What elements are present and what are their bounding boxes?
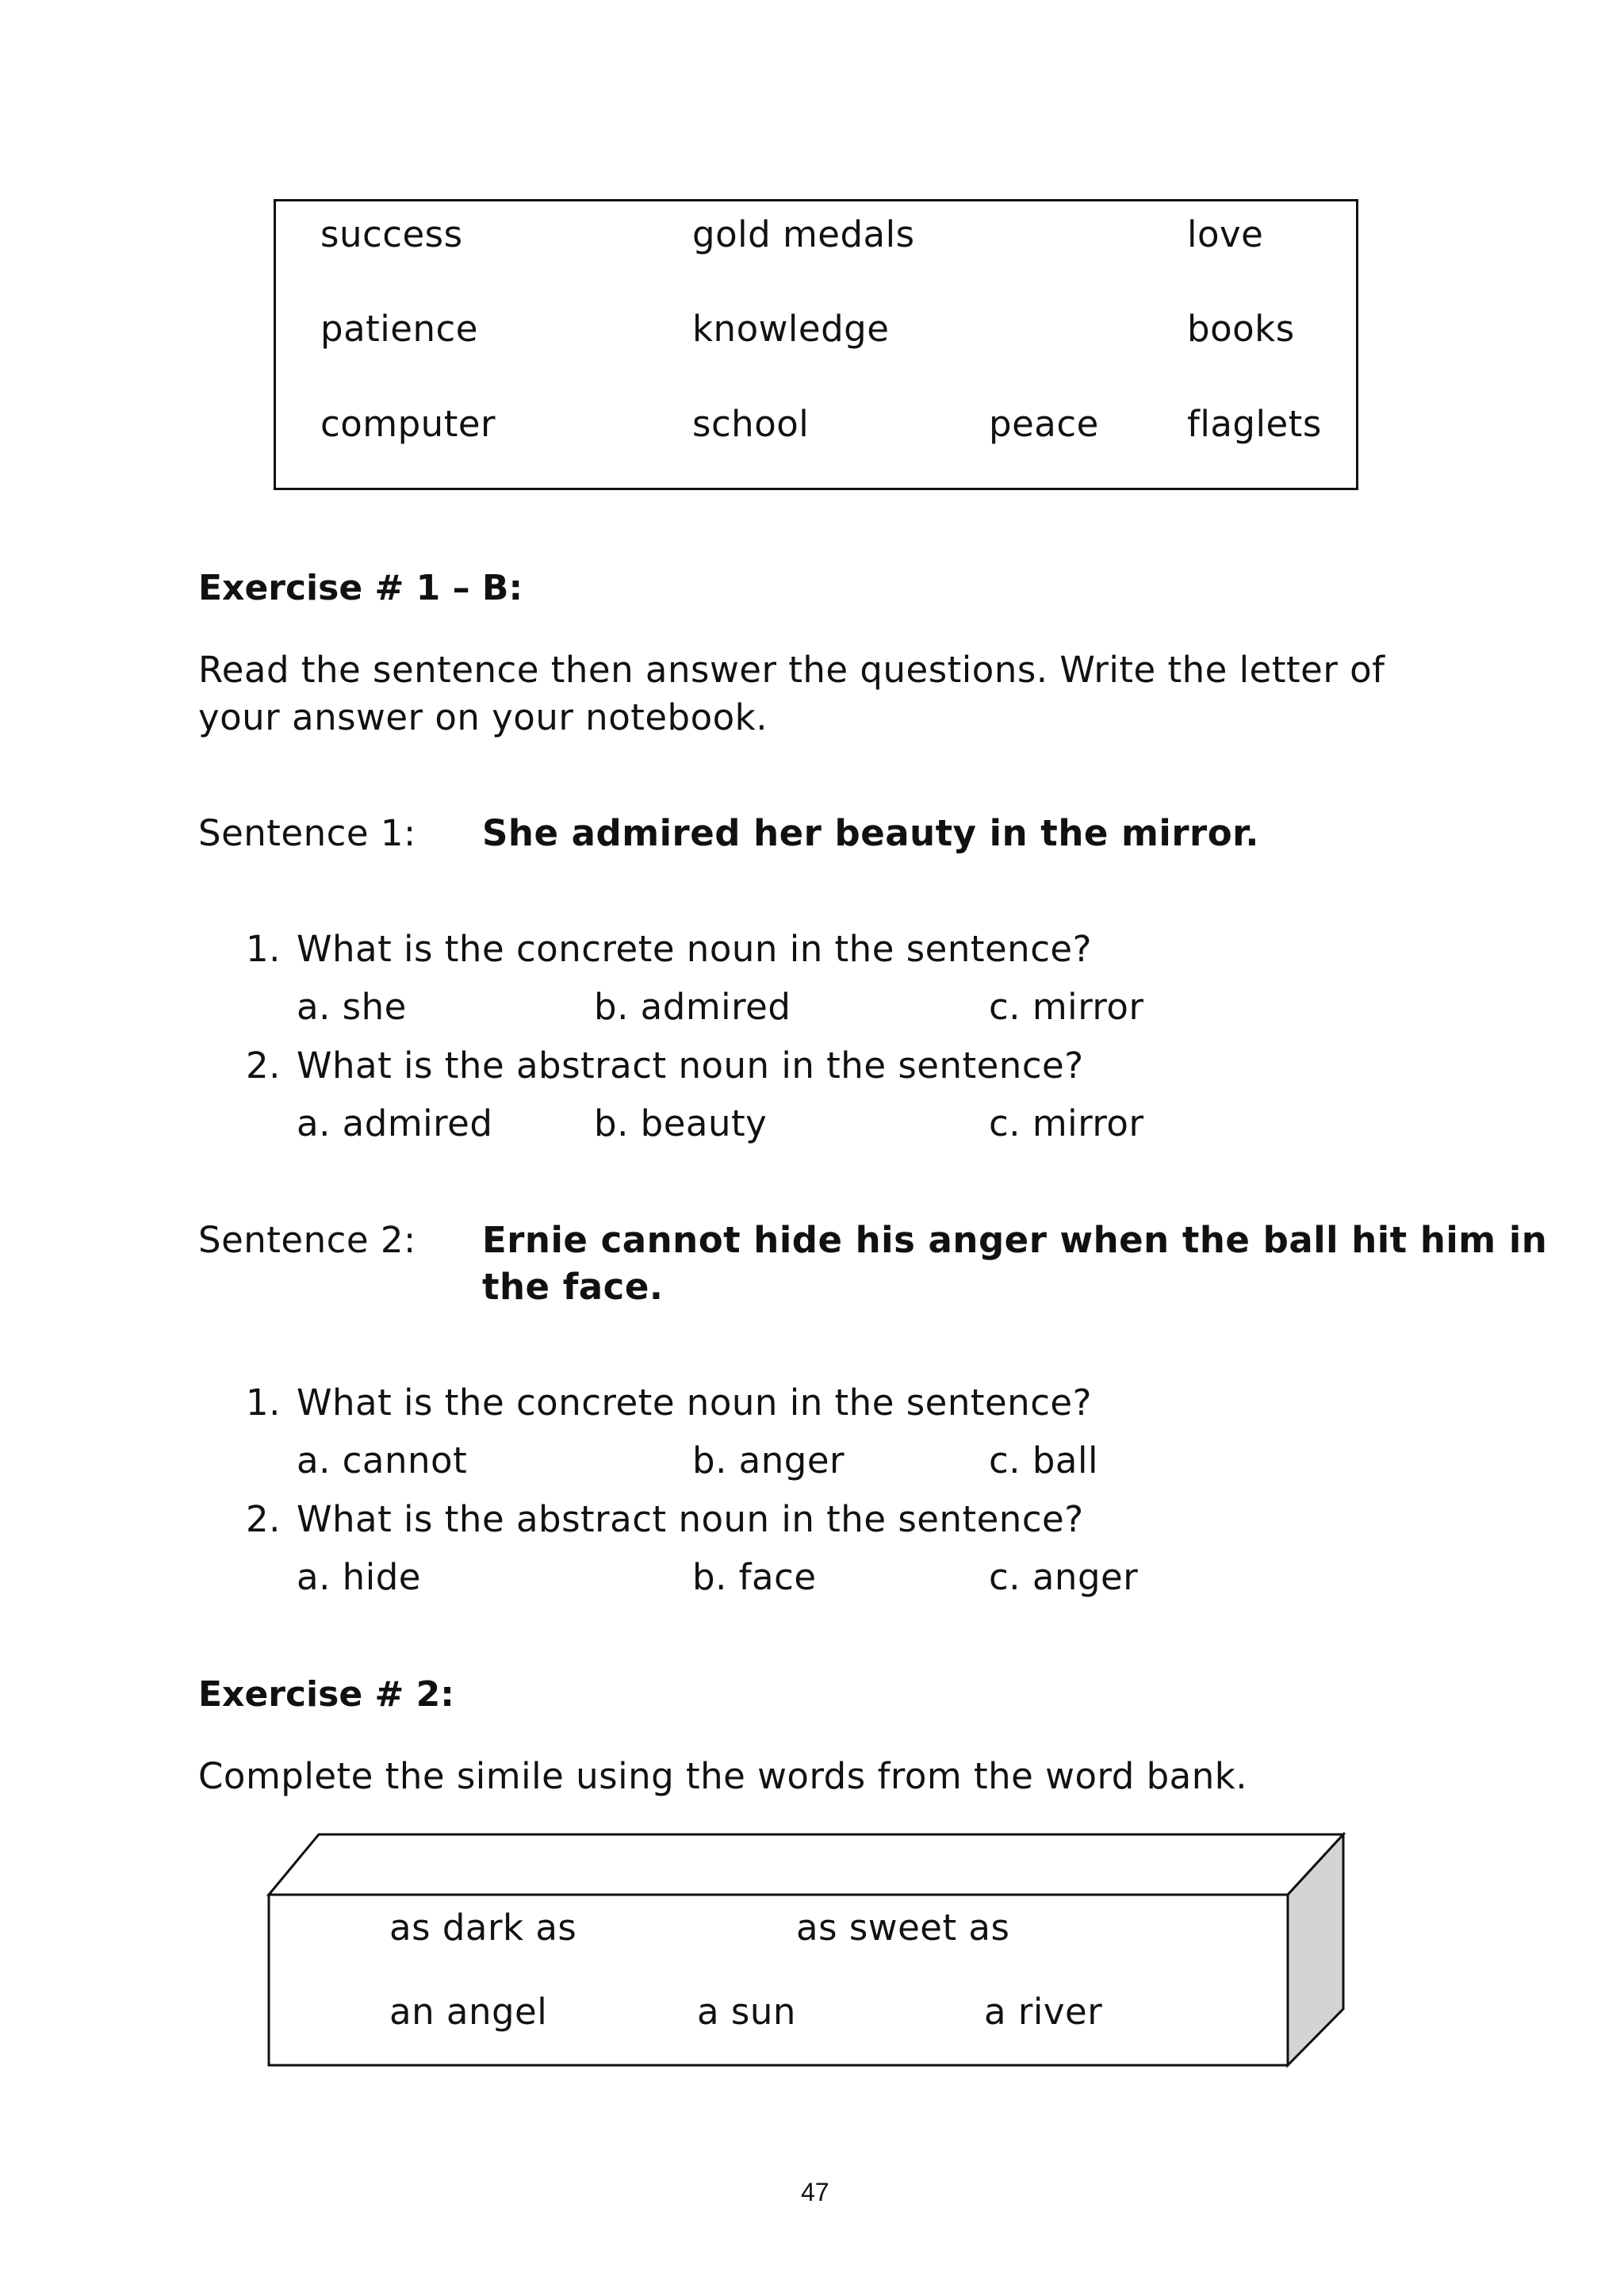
question-text: What is the abstract noun in the sentence? [297,1498,1084,1540]
word-bank-item: a sun [697,1991,796,2033]
answer-choice: a. she [297,986,407,1028]
question-number: 1. [246,1382,281,1424]
word-bank-item: patience [320,308,478,350]
word-bank-3d-box [262,1832,1348,2074]
question-text: What is the concrete noun in the sentence? [297,1382,1093,1424]
exercise-heading: Exercise # 1 – B: [198,568,523,608]
instruction-text: your answer on your notebook. [198,696,768,738]
answer-choice: a. hide [297,1556,421,1598]
instruction-text: Read the sentence then answer the questions. Write the letter of [198,649,1385,691]
word-bank-item: as sweet as [796,1907,1010,1949]
sentence-text: Ernie cannot hide his anger when the ball hit him in [482,1219,1548,1261]
answer-choice: a. cannot [297,1439,468,1481]
word-bank-item: knowledge [692,308,890,350]
answer-choice: b. beauty [594,1102,768,1144]
question-text: What is the concrete noun in the sentence? [297,928,1093,970]
answer-choice: b. face [692,1556,817,1598]
word-bank-item: books [1187,308,1295,350]
word-bank-item: success [320,213,463,255]
answer-choice: b. anger [692,1439,845,1481]
question-text: What is the abstract noun in the sentence? [297,1045,1084,1087]
question-number: 1. [246,928,281,970]
page-number: 47 [801,2178,829,2206]
answer-choice: b. admired [594,986,791,1028]
sentence-label: Sentence 2: [198,1219,416,1261]
box-top-face [269,1834,1343,1895]
word-bank-item: an angel [389,1991,548,2033]
word-bank-item: as dark as [389,1907,577,1949]
answer-choice: a. admired [297,1102,493,1144]
sentence-text: She admired her beauty in the mirror. [482,812,1260,854]
word-bank-item: flaglets [1187,403,1322,445]
word-bank-item: peace [989,403,1099,445]
instruction-text: Complete the simile using the words from the word bank. [198,1755,1248,1797]
question-number: 2. [246,1045,281,1087]
word-bank-item: love [1187,213,1264,255]
word-bank-item: computer [320,403,496,445]
exercise-heading: Exercise # 2: [198,1674,454,1715]
word-bank-item: gold medals [692,213,915,255]
answer-choice: c. anger [989,1556,1139,1598]
answer-choice: c. mirror [989,986,1144,1028]
answer-choice: c. ball [989,1439,1098,1481]
question-number: 2. [246,1498,281,1540]
word-bank-item: school [692,403,810,445]
sentence-text: the face. [482,1266,664,1308]
sentence-label: Sentence 1: [198,812,416,854]
answer-choice: c. mirror [989,1102,1144,1144]
word-bank-item: a river [984,1991,1103,2033]
